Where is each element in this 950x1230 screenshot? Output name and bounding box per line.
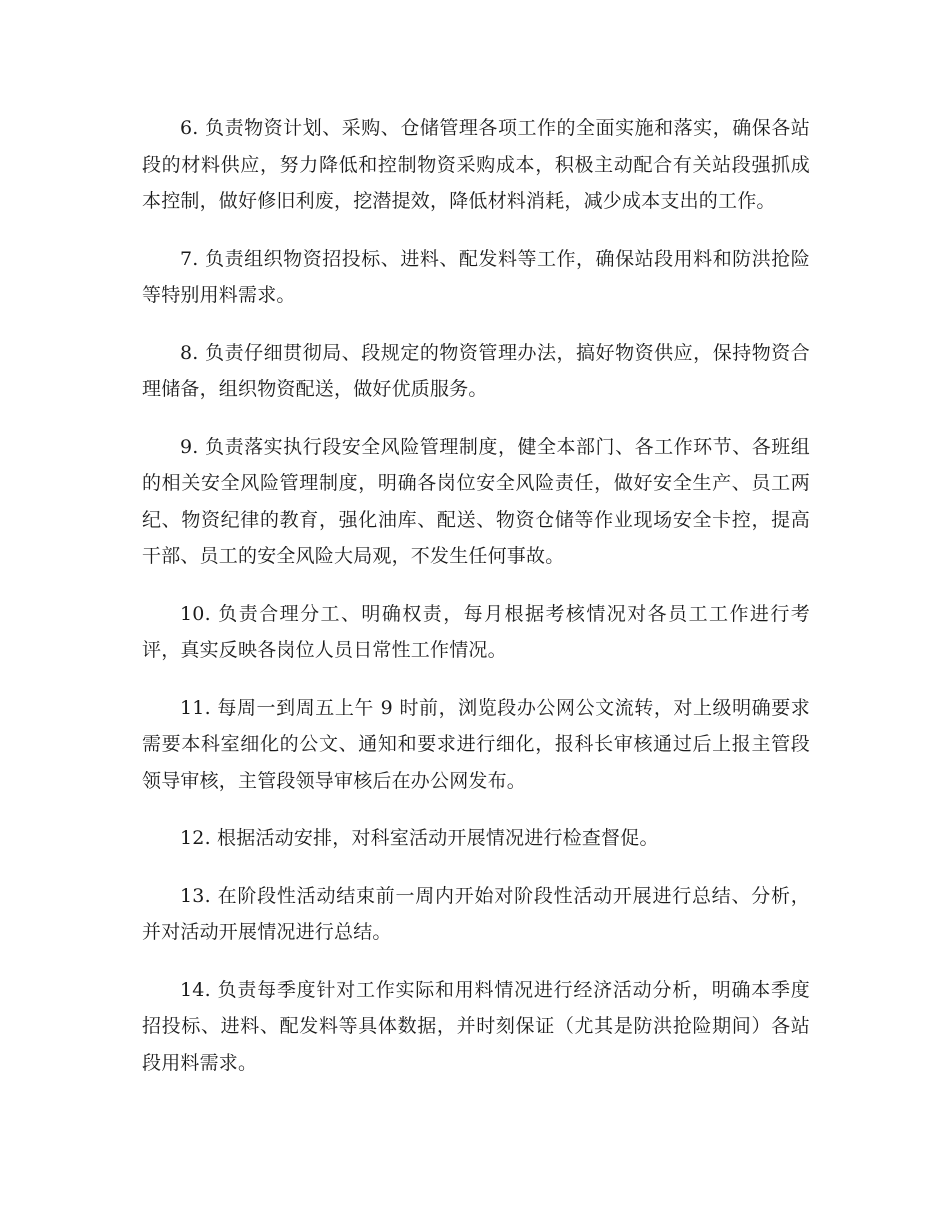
paragraph-item-9: 9. 负责落实执行段安全风险管理制度，健全本部门、各工作环节、各班组的相关安全风险管理制度，明确各岗位安全风险责任，做好安全生产、员工两纪、物资纪律的教育，强化油库、配送、物资仓储等作业现场安全卡控，提高干部、员工的安全风险大局观，不发生任何事故。 [142,435,810,567]
document-body [142,110,810,1102]
paragraph-item-11: 11. 每周一到周五上午 9 时前，浏览段办公网公文流转，对上级明确要求需要本科室细化的公文、通知和要求进行细化，报科长审核通过后上报主管段领导审核，主管段领导审核后在办公网发布。 [142,696,810,792]
paragraph-item-10: 10. 负责合理分工、明确权责，每月根据考核情况对各员工工作进行考评，真实反映各岗位人员日常性工作情况。 [142,602,810,661]
paragraph-item-13: 13. 在阶段性活动结束前一周内开始对阶段性活动开展进行总结、分析，并对活动开展情况进行总结。 [142,884,810,943]
paragraph-item-7: 7. 负责组织物资招投标、进料、配发料等工作，确保站段用料和防洪抢险等特别用料需求。 [142,247,810,306]
paragraph-item-8: 8. 负责仔细贯彻局、段规定的物资管理办法，搞好物资供应，保持物资合理储备，组织物资配送，做好优质服务。 [142,341,810,400]
paragraph-item-14: 14. 负责每季度针对工作实际和用料情况进行经济活动分析，明确本季度招投标、进料、配发料等具体数据，并时刻保证（尤其是防洪抢险期间）各站段用料需求。 [142,978,810,1074]
paragraph-item-12: 12. 根据活动安排，对科室活动开展情况进行检查督促。 [180,827,659,849]
paragraph-item-6: 6. 负责物资计划、采购、仓储管理各项工作的全面实施和落实，确保各站段的材料供应，努力降低和控制物资采购成本，积极主动配合有关站段强抓成本控制，做好修旧利废，挖潜提效，降低材料消耗，减少成本支出的工作。 [142,117,810,212]
